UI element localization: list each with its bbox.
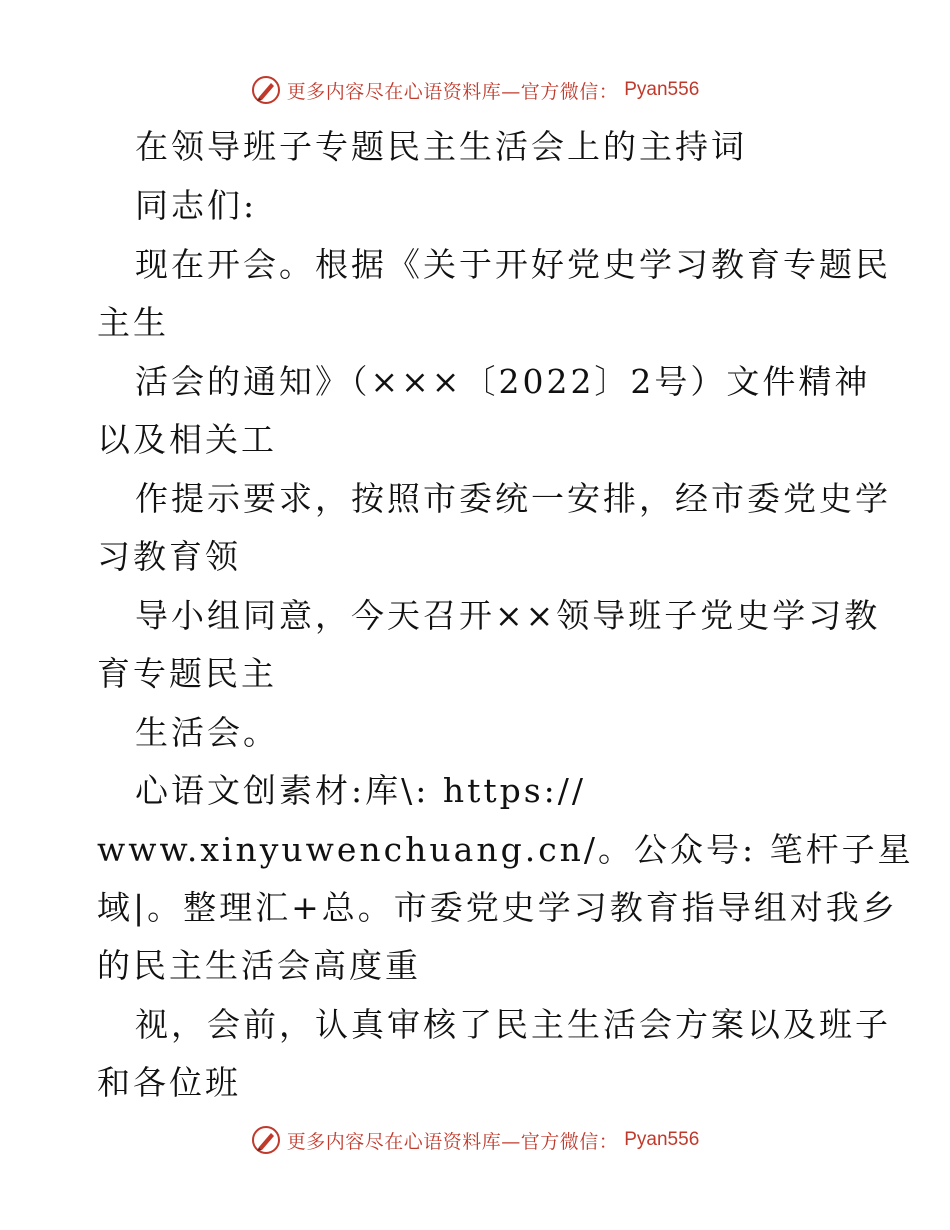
text-line: 和各位班 bbox=[97, 1063, 241, 1102]
text-line: 同志们: bbox=[135, 186, 258, 225]
text-line: 生活会。 bbox=[135, 713, 279, 752]
footer-banner-text: 更多内容尽在心语资料库—官方微信： bbox=[286, 1130, 619, 1153]
text-line: 的民主生活会高度重 bbox=[97, 946, 421, 985]
text-line: 育专题民主 bbox=[97, 654, 277, 693]
text-line: 活会的通知》（×××〔2022〕2号）文件精神 bbox=[135, 362, 871, 401]
header-banner-text: 更多内容尽在心语资料库—官方微信： bbox=[286, 80, 619, 103]
text-line: 以及相关工 bbox=[97, 420, 277, 459]
text-line: 习教育领 bbox=[97, 537, 241, 576]
document-title: 在领导班子专题民主生活会上的主持词 bbox=[135, 127, 747, 166]
text-line: 域|。整理汇+总。市委党史学习教育指导组对我乡 bbox=[97, 888, 898, 927]
footer-banner-wechat: Pyan556 bbox=[624, 1129, 700, 1150]
text-line: 心语文创素材:库\: https:// bbox=[135, 771, 587, 810]
pen-logo-icon bbox=[251, 1125, 281, 1155]
text-line: 作提示要求，按照市委统一安排，经市委党史学 bbox=[135, 479, 891, 518]
text-line: 视，会前，认真审核了民主生活会方案以及班子 bbox=[135, 1005, 891, 1044]
header-banner-wechat: Pyan556 bbox=[624, 79, 700, 100]
footer-banner bbox=[0, 1120, 950, 1160]
text-line: 导小组同意，今天召开××领导班子党史学习教 bbox=[135, 596, 881, 635]
text-line: 主生 bbox=[97, 303, 169, 342]
text-line: www.xinyuwenchuang.cn/。公众号: 笔杆子星 bbox=[97, 830, 914, 869]
text-line: 现在开会。根据《关于开好党史学习教育专题民 bbox=[135, 245, 891, 284]
